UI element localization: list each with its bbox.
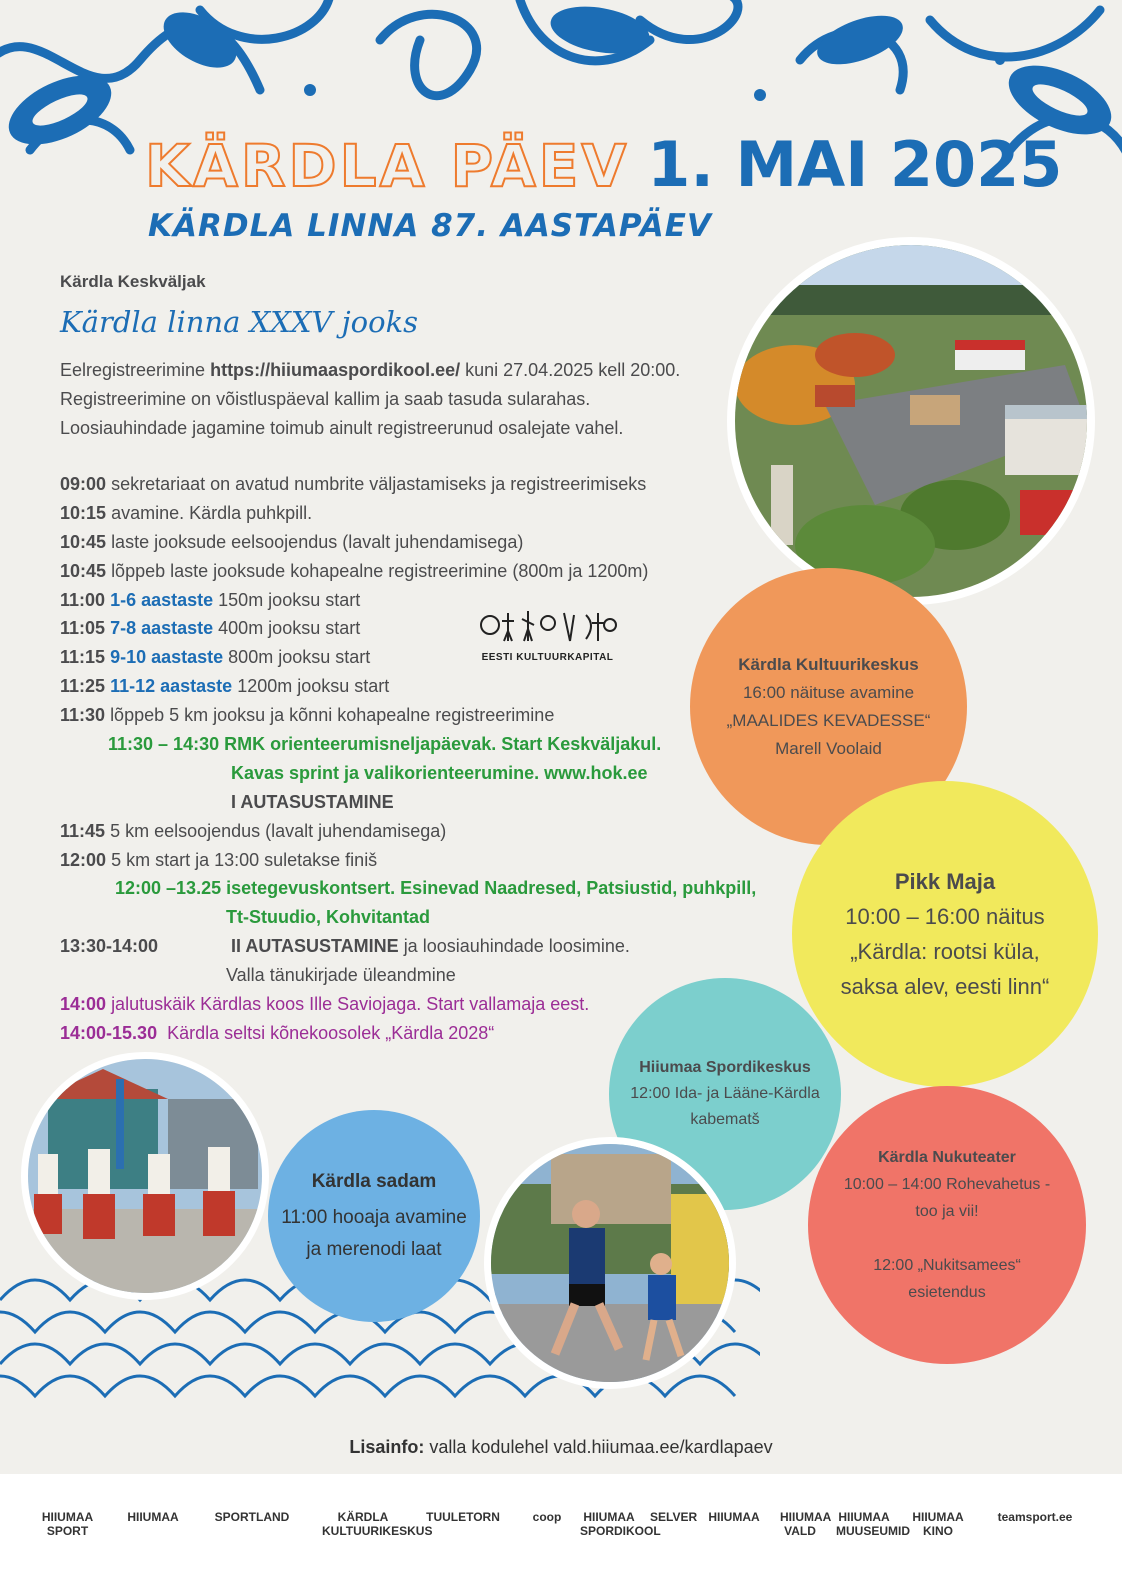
- concert-line1: isetegevuskontsert. Esinevad Naadresed, Patsiustid, puhkpill,: [226, 878, 757, 899]
- schedule-row: [60, 528, 780, 557]
- schedule-row: [60, 614, 780, 643]
- race-title: Kärdla linna XXXV jooks: [60, 305, 419, 339]
- schedule-time: 11:05: [60, 618, 106, 639]
- schedule-time: 10:15: [60, 502, 107, 523]
- spordikeskus-title: Hiiumaa Spordikeskus: [639, 1059, 811, 1076]
- schedule-time: 12:00: [60, 849, 107, 870]
- schedule-text: lõppeb 5 km jooksu ja kõnni kohapealne registreerimine: [110, 705, 555, 726]
- circle-pikk-maja: [792, 781, 1098, 1087]
- nukuteater-line4: esietendus: [908, 1284, 986, 1301]
- circle-sadam: [268, 1110, 480, 1322]
- schedule-text: 150m jooksu start: [218, 589, 361, 610]
- title-main: KÄRDLA PÄEV: [145, 132, 630, 200]
- subtitle: KÄRDLA LINNA 87. AASTAPÄEV: [148, 208, 712, 244]
- concert-row-2: [60, 903, 780, 932]
- schedule-row: [60, 672, 780, 701]
- schedule-row: [60, 499, 780, 528]
- age-group: 1-6 aastaste: [110, 589, 214, 610]
- schedule: [60, 470, 780, 1048]
- award2-time: 13:30-14:00: [60, 936, 159, 957]
- schedule-time: 11:45: [60, 820, 106, 841]
- award2-row: [60, 932, 780, 961]
- sponsor-logo: HIIUMAA SPORT: [41, 1510, 94, 1538]
- spordikeskus-line1: 12:00 Ida- ja Lääne-Kärdla: [630, 1085, 820, 1102]
- award2-row-2: [60, 961, 780, 990]
- schedule-row: [60, 557, 780, 586]
- kulka-logo: [475, 605, 620, 663]
- award2-bold: II AUTASUSTAMINE: [231, 936, 399, 957]
- schedule-text: 1200m jooksu start: [237, 676, 390, 697]
- aerial-town-photo: [727, 237, 1095, 605]
- nukuteater-line2: too ja vii!: [915, 1203, 979, 1220]
- concert-row: [60, 874, 780, 903]
- schedule-text: 400m jooksu start: [218, 618, 361, 639]
- schedule-time: 11:30: [60, 705, 106, 726]
- kultuurikeskus-title: Kärdla Kultuurikeskus: [738, 654, 919, 674]
- circle-nukuteater: [808, 1086, 1086, 1364]
- sponsor-logo: coop: [532, 1510, 562, 1524]
- schedule-text: 800m jooksu start: [228, 647, 371, 668]
- schedule-text: avamine. Kärdla puhkpill.: [111, 502, 313, 523]
- sponsor-logo: HIIUMAA VALD: [780, 1510, 832, 1538]
- schedule-time: 11:25: [60, 676, 106, 697]
- schedule-text: 5 km eelsoojendus (lavalt juhendamisega): [110, 820, 447, 841]
- registration-link[interactable]: https://hiiumaaspordikool.ee/: [210, 360, 461, 380]
- meeting-time: 14:00-15.30: [60, 1022, 158, 1043]
- age-group: 9-10 aastaste: [110, 647, 224, 668]
- schedule-text: laste jooksude eelsoojendus (lavalt juhendamisega): [111, 531, 524, 552]
- sadam-line1: 11:00 hooaja avamine: [281, 1207, 467, 1228]
- sponsor-logo: HIIUMAA: [127, 1510, 179, 1524]
- schedule-time: 11:15: [60, 647, 106, 668]
- kultuurikeskus-line2: „MAALIDES KEVADESSE“: [726, 710, 931, 730]
- schedule-time: 10:45: [60, 531, 107, 552]
- spordikeskus-line2: kabematš: [690, 1111, 760, 1128]
- title-date: 1. MAI 2025: [647, 128, 1063, 201]
- age-group: 7-8 aastaste: [110, 618, 214, 639]
- schedule-text: sekretariaat on avatud numbrite väljastamiseks ja registreerimiseks: [111, 474, 647, 494]
- intro-suffix: kuni 27.04.2025 kell 20:00.: [465, 360, 681, 380]
- schedule-text: 5 km start ja 13:00 suletakse finiš: [111, 849, 378, 870]
- schedule-row: [60, 701, 780, 730]
- intro-line3: Loosiauhindade jagamine toimub ainult registreerunud osalejate vahel.: [60, 418, 624, 438]
- pikk-maja-line2: „Kärdla: rootsi küla,: [850, 939, 1040, 964]
- runners-photo: [484, 1137, 736, 1389]
- page-title: [145, 128, 1062, 201]
- pikk-maja-title: Pikk Maja: [894, 869, 996, 894]
- schedule-row: [60, 643, 780, 672]
- rmk-line1: RMK orienteerumisneljapäevak. Start Keskväljakul.: [224, 734, 662, 755]
- intro-line2: Registreerimine on võistluspäeval kallim ja saab tasuda sularahas.: [60, 389, 591, 409]
- intro-prefix: Eelregistreerimine: [60, 360, 206, 380]
- sponsor-logo: HIIUMAA KINO: [912, 1510, 964, 1538]
- sponsor-logo: HIIUMAA: [708, 1510, 760, 1524]
- pikk-maja-line3: saksa alev, eesti linn“: [840, 974, 1050, 999]
- rmk-row: [60, 730, 780, 759]
- schedule-row: [60, 586, 780, 615]
- sponsor-logo: KÄRDLA KULTUURIKESKUS: [322, 1510, 433, 1538]
- venue-label: Kärdla Keskväljak: [60, 272, 206, 291]
- walk-time: 14:00: [60, 994, 107, 1015]
- award1-row: [60, 788, 780, 817]
- sponsor-logo: TUULETORN: [426, 1510, 500, 1524]
- footer-label: Lisainfo:: [349, 1437, 425, 1457]
- sadam-line2: ja merenodi laat: [306, 1239, 442, 1260]
- award2-line2: Valla tänukirjade üleandmine: [226, 965, 456, 986]
- concert-line2: Tt-Stuudio, Kohvitantad: [226, 907, 430, 928]
- nukuteater-title: Kärdla Nukuteater: [878, 1149, 1016, 1166]
- meeting-text: Kärdla seltsi kõnekoosolek „Kärdla 2028“: [167, 1022, 495, 1043]
- rmk-row-2: [60, 759, 780, 788]
- schedule-row: [60, 470, 780, 499]
- sponsor-logo: SELVER: [650, 1510, 698, 1524]
- kultuurikeskus-line1: 16:00 näituse avamine: [742, 682, 915, 702]
- sponsor-logo: HIIUMAA MUUSEUMID: [836, 1510, 910, 1538]
- award2-text: ja loosiauhindade loosimine.: [403, 936, 630, 957]
- walk-text: jalutuskäik Kärdlas koos Ille Saviojaga. Start vallamaja eest.: [111, 994, 590, 1015]
- schedule-row: [60, 846, 780, 875]
- kulka-figures-icon: [478, 605, 618, 647]
- footer-info: [0, 1437, 1122, 1458]
- schedule-time: 09:00: [60, 474, 107, 494]
- sponsor-logo: teamsport.ee: [997, 1510, 1073, 1524]
- age-group: 11-12 aastaste: [110, 676, 233, 697]
- schedule-text: lõppeb laste jooksude kohapealne registreerimine (800m ja 1200m): [111, 560, 649, 581]
- rmk-time: 11:30 – 14:30: [108, 734, 220, 755]
- footer-link[interactable]: valla kodulehel vald.hiiumaa.ee/kardlapaev: [429, 1437, 773, 1457]
- schedule-row: [60, 817, 780, 846]
- nukuteater-line3: 12:00 „Nukitsamees“: [873, 1257, 1021, 1274]
- schedule-time: 11:00: [60, 589, 106, 610]
- pikk-maja-line1: 10:00 – 16:00 näitus: [845, 904, 1045, 929]
- schedule-time: 10:45: [60, 560, 107, 581]
- concert-time: 12:00 –13.25: [115, 878, 222, 899]
- sadam-title: Kärdla sadam: [311, 1171, 437, 1192]
- kultuurikeskus-line3: Marell Voolaid: [775, 738, 882, 758]
- kulka-text: EESTI KULTUURKAPITAL: [481, 652, 614, 663]
- intro-text: [60, 356, 740, 443]
- nukuteater-line1: 10:00 – 14:00 Rohevahetus -: [843, 1176, 1051, 1193]
- award1: I AUTASUSTAMINE: [231, 791, 394, 812]
- folk-dancers-photo: [21, 1052, 269, 1300]
- sponsor-logo: HIIUMAA SPORDIKOOL: [580, 1510, 661, 1538]
- sponsor-logo: SPORTLAND: [214, 1510, 290, 1524]
- rmk-line2: Kavas sprint ja valikorienteerumine. www.hok.ee: [231, 762, 648, 783]
